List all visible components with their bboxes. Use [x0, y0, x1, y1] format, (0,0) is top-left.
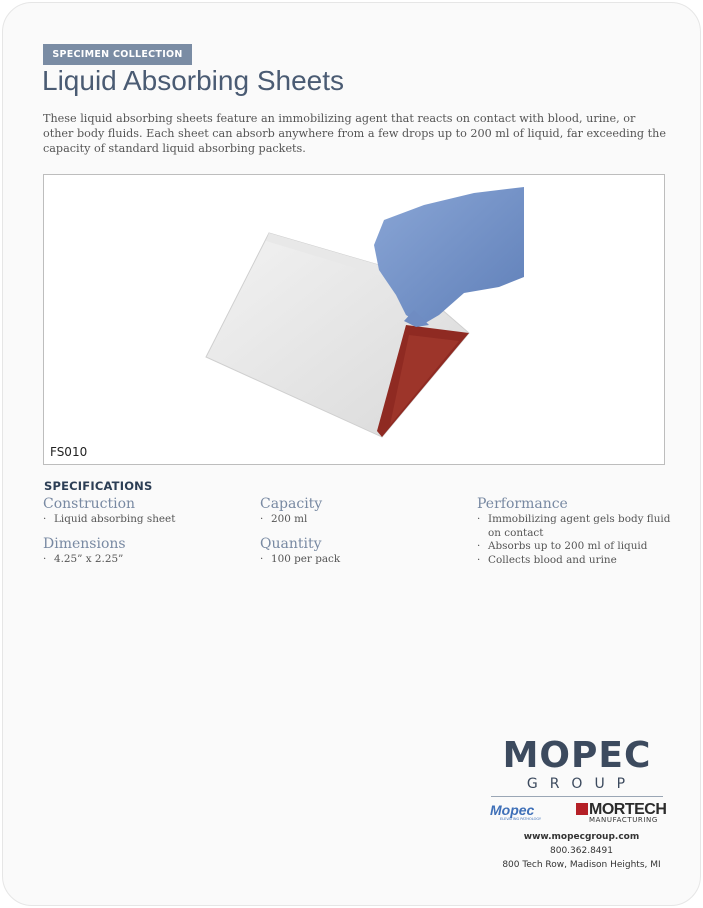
dimensions-list: [43, 553, 253, 567]
product-description: These liquid absorbing sheets feature an immobilizing agent that reacts on contact with blood, urine, or other body fluids. Each sheet can absorb anywhere from a few drops up to 200 ml of liquid, far exceeding the capacity of standard liquid absorbing packets.: [43, 112, 666, 155]
quantity-list: [260, 553, 460, 567]
spec-column-2: [260, 496, 460, 566]
logo-name: MOPEC: [502, 735, 652, 776]
dimensions-label: Dimensions: [43, 535, 126, 552]
website-link[interactable]: www.mopecgroup.com: [523, 832, 640, 842]
sub-brand-logos: [490, 802, 668, 826]
performance-list: [477, 513, 677, 567]
performance-item: · Absorbs up to 200 ml of liquid: [477, 540, 677, 554]
construction-item: · Liquid absorbing sheet: [43, 513, 253, 527]
mopec-sub-tagline: ELEVATING PATHOLOGY: [500, 817, 542, 821]
spec-column-1: [43, 496, 253, 566]
product-sheet: [2, 2, 701, 906]
logo-divider: [491, 796, 663, 797]
mortech-tagline: MANUFACTURING: [589, 816, 658, 824]
product-photo: [43, 174, 665, 465]
quantity-label: Quantity: [260, 535, 322, 552]
performance-label: Performance: [477, 496, 568, 512]
mopec-group-logo: [487, 735, 667, 797]
product-code: FS010: [50, 445, 88, 459]
capacity-label: Capacity: [260, 496, 323, 512]
mortech-name: MORTECH: [589, 801, 667, 818]
capacity-item: · 200 ml: [260, 513, 460, 527]
quantity-item: · 100 per pack: [260, 553, 460, 567]
performance-item: · Immobilizing agent gels body fluid on contact: [477, 513, 677, 540]
mopec-sub-logo: Mopec: [490, 802, 535, 818]
spec-column-3: [477, 496, 677, 567]
contact-info: [498, 830, 665, 872]
capacity-list: [260, 513, 460, 527]
phone-number: 800.362.8491: [550, 846, 613, 856]
category-tag: SPECIMEN COLLECTION: [43, 44, 192, 65]
specifications-heading: SPECIFICATIONS: [44, 479, 153, 493]
mortech-square-icon: [576, 803, 588, 815]
construction-label: Construction: [43, 496, 136, 512]
dimensions-item: · 4.25” x 2.25”: [43, 553, 253, 567]
page-title: Liquid Absorbing Sheets: [42, 65, 344, 96]
performance-item: · Collects blood and urine: [477, 554, 677, 568]
logo-subname: GROUP: [526, 776, 638, 792]
glove-holding-bag-illustration: [44, 175, 665, 465]
construction-list: [43, 513, 253, 527]
address: 800 Tech Row, Madison Heights, MI: [502, 860, 661, 870]
